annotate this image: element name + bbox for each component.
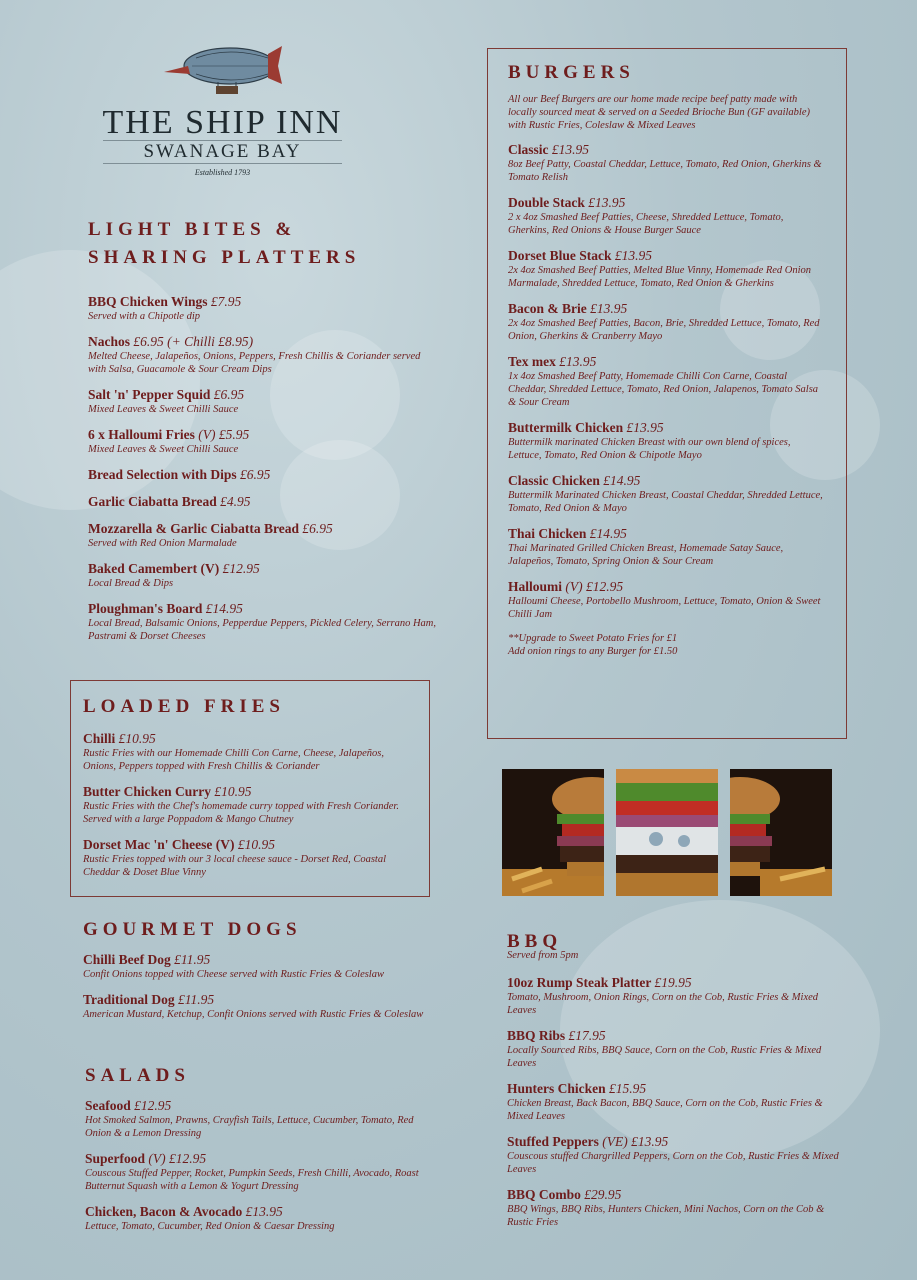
section-title: LOADED FRIES	[83, 696, 285, 717]
light-bites-section	[88, 216, 438, 654]
menu-item	[83, 837, 417, 879]
menu-item-name: Chilli	[83, 731, 116, 746]
menu-item-heading	[88, 427, 438, 443]
menu-item-name: Mozzarella & Garlic Ciabatta Bread	[88, 521, 299, 536]
menu-item-price: £13.95	[590, 301, 628, 316]
burger-photo	[502, 769, 604, 896]
menu-item-description: Halloumi Cheese, Portobello Mushroom, Lettuce, Tomato, Onion & Sweet Chilli Jam	[508, 596, 821, 620]
menu-item-price: £19.95	[654, 975, 692, 990]
menu-item-heading	[508, 526, 826, 542]
menu-item-name: Superfood	[85, 1151, 146, 1166]
menu-item-name: Nachos	[88, 334, 131, 349]
menu-item-heading	[88, 561, 438, 577]
menu-item-price: £14.95	[603, 473, 641, 488]
menu-item-description: Buttermilk marinated Chicken Breast with our own blend of spices, Lettuce, Tomato, Red Onion & Chipotle Mayo	[508, 437, 791, 461]
burger-photo	[616, 769, 718, 896]
menu-item-price: £15.95	[609, 1081, 647, 1096]
menu-item-heading	[508, 579, 826, 595]
menu-item	[507, 1134, 842, 1176]
logo-name: THE SHIP INN	[102, 104, 343, 141]
burgers-intro: All our Beef Burgers are our home made recipe beef patty made with locally sourced meat & served on a Seeded Brioche Bun (GF available) with Rustic Fries, Coleslaw & Mixed Leaves	[508, 94, 810, 131]
burger-photo	[730, 769, 832, 896]
gourmet-dogs-section	[83, 916, 428, 1032]
menu-item-list	[88, 294, 438, 643]
menu-item-name: Halloumi	[508, 579, 563, 594]
menu-item-name: Thai Chicken	[508, 526, 587, 541]
menu-item	[508, 579, 826, 621]
menu-item-list	[507, 975, 842, 1229]
loaded-fries-box	[70, 680, 430, 897]
menu-item-price: £13.95	[626, 420, 664, 435]
logo-location: SWANAGE BAY	[103, 140, 341, 164]
menu-item-price: £7.95	[210, 294, 242, 309]
menu-item-price: £13.95	[588, 195, 626, 210]
menu-item-heading	[83, 952, 428, 968]
menu-item-price: £12.95	[222, 561, 260, 576]
menu-item-name: Traditional Dog	[83, 992, 175, 1007]
menu-item-name: Ploughman's Board	[88, 601, 203, 616]
menu-item-description: 2x 4oz Smashed Beef Patties, Melted Blue Vinny, Homemade Red Onion Marmalade, Shredded Lettuce, Tomato, Red Onion & Gherkins	[508, 265, 812, 289]
menu-item	[507, 1187, 842, 1229]
section-title: GOURMET DOGS	[83, 919, 302, 940]
menu-item-list	[83, 731, 417, 879]
menu-item-description: Melted Cheese, Jalapeños, Onions, Peppers, Fresh Chillis & Coriander served with Salsa, Guacamole & Sour Cream Dips	[88, 351, 421, 375]
menu-item-description: Mixed Leaves & Sweet Chilli Sauce	[88, 404, 239, 415]
menu-item-heading	[85, 1098, 430, 1114]
menu-item-price: (V) £5.95	[198, 427, 250, 442]
menu-item-heading	[83, 784, 417, 800]
menu-item	[83, 992, 428, 1021]
menu-item-heading	[507, 975, 842, 991]
menu-item-name: Salt 'n' Pepper Squid	[88, 387, 211, 402]
menu-item-heading	[508, 301, 826, 317]
menu-item-price: (V) £12.95	[565, 579, 624, 594]
menu-item-price: £13.95	[614, 248, 652, 263]
menu-item-description: Local Bread & Dips	[88, 578, 174, 589]
menu-item-description: Thai Marinated Grilled Chicken Breast, Homemade Satay Sauce, Jalapeños, Tomato, Spring Onion & Sour Cream	[508, 543, 784, 567]
menu-item-heading	[88, 387, 438, 403]
menu-item	[88, 601, 438, 643]
menu-item-heading	[508, 142, 826, 158]
menu-item-description: Served with Red Onion Marmalade	[88, 538, 237, 549]
menu-item-description: Buttermilk Marinated Chicken Breast, Coastal Cheddar, Shredded Lettuce, Tomato, Red Onion & Mayo	[508, 490, 823, 514]
menu-item	[83, 731, 417, 773]
menu-item	[85, 1204, 430, 1233]
menu-item-name: Butter Chicken Curry	[83, 784, 211, 799]
section-title: SALADS	[85, 1065, 190, 1086]
menu-item-price: £13.95	[245, 1204, 283, 1219]
menu-item-description: 8oz Beef Patty, Coastal Cheddar, Lettuce, Tomato, Red Onion, Gherkins & Tomato Relish	[508, 159, 822, 183]
menu-item-name: BBQ Chicken Wings	[88, 294, 208, 309]
menu-item-description: Locally Sourced Ribs, BBQ Sauce, Corn on the Cob, Rustic Fries & Mixed Leaves	[507, 1045, 822, 1069]
menu-item-heading	[83, 837, 417, 853]
menu-item-name: BBQ Combo	[507, 1187, 581, 1202]
menu-item-name: Baked Camembert (V)	[88, 561, 220, 576]
menu-item-price: (V) £12.95	[148, 1151, 207, 1166]
menu-item-description: Served with a Chipotle dip	[88, 311, 200, 322]
menu-item-name: Dorset Mac 'n' Cheese (V)	[83, 837, 235, 852]
menu-item	[85, 1098, 430, 1140]
menu-item-heading	[85, 1151, 430, 1167]
menu-item-price: £6.95	[213, 387, 245, 402]
menu-item	[508, 473, 826, 515]
menu-item-description: Local Bread, Balsamic Onions, Pepperdue Peppers, Pickled Celery, Serrano Ham, Pastrami & Dorset Cheeses	[88, 618, 436, 642]
bbq-section	[507, 928, 842, 1240]
menu-item-description: Couscous Stuffed Pepper, Rocket, Pumpkin Seeds, Fresh Chilli, Avocado, Roast Butternut Squash with a Lemon & Yogurt Dressing	[85, 1168, 419, 1192]
menu-item-name: Classic Chicken	[508, 473, 600, 488]
menu-item-heading	[507, 1028, 842, 1044]
upgrade-note: **Upgrade to Sweet Potato Fries for £1	[508, 633, 678, 644]
menu-item-heading	[508, 420, 826, 436]
menu-item-description: Tomato, Mushroom, Onion Rings, Corn on the Cob, Rustic Fries & Mixed Leaves	[507, 992, 819, 1016]
airship-icon	[160, 40, 285, 104]
menu-item-description: Rustic Fries with our Homemade Chilli Con Carne, Cheese, Jalapeños, Onions, Peppers topped with Fresh Chillis & Coriander	[83, 748, 384, 772]
menu-item	[83, 952, 428, 981]
menu-item-description: 2x 4oz Smashed Beef Patties, Bacon, Brie, Shredded Lettuce, Tomato, Red Onion, Gherkins & Cranberry Mayo	[508, 318, 820, 342]
menu-item-price: £17.95	[568, 1028, 606, 1043]
menu-item-heading	[88, 494, 438, 510]
menu-item-name: Buttermilk Chicken	[508, 420, 624, 435]
menu-item-name: Seafood	[85, 1098, 131, 1113]
menu-item-name: Double Stack	[508, 195, 585, 210]
section-title: BURGERS	[508, 62, 635, 83]
menu-item	[88, 561, 438, 590]
menu-item-name: BBQ Ribs	[507, 1028, 566, 1043]
menu-item-name: Chilli Beef Dog	[83, 952, 171, 967]
menu-item-name: Garlic Ciabatta Bread	[88, 494, 217, 509]
menu-item-heading	[507, 1187, 842, 1203]
menu-item-description: 2 x 4oz Smashed Beef Patties, Cheese, Shredded Lettuce, Tomato, Gherkins, Red Onions & House Burger Sauce	[508, 212, 784, 236]
menu-item-description: 1x 4oz Smashed Beef Patty, Homemade Chilli Con Carne, Coastal Cheddar, Shredded Lettuce, Tomato, Red Onion, Jalapenos, Tomato Salsa & Sour Cream	[508, 371, 819, 408]
menu-item-name: Bread Selection with Dips	[88, 467, 237, 482]
menu-item-price: £4.95	[220, 494, 251, 509]
menu-item	[508, 301, 826, 343]
logo	[80, 40, 365, 177]
menu-item-price: £10.95	[237, 837, 275, 852]
menu-item	[508, 420, 826, 462]
menu-item-heading	[88, 294, 438, 310]
menu-item	[508, 354, 826, 409]
menu-item-name: Classic	[508, 142, 549, 157]
menu-item-description: Chicken Breast, Back Bacon, BBQ Sauce, Corn on the Cob, Rustic Fries & Mixed Leaves	[507, 1098, 823, 1122]
menu-item	[88, 294, 438, 323]
menu-item-price: (VE) £13.95	[602, 1134, 669, 1149]
menu-item	[508, 195, 826, 237]
menu-item	[88, 521, 438, 550]
menu-item-list	[83, 952, 428, 1021]
logo-established: Established 1793	[194, 168, 251, 177]
menu-item	[85, 1151, 430, 1193]
menu-item-heading	[85, 1204, 430, 1220]
menu-item	[88, 494, 438, 510]
menu-item-name: Chicken, Bacon & Avocado	[85, 1204, 243, 1219]
menu-item-name: Dorset Blue Stack	[508, 248, 612, 263]
menu-item-price: £13.95	[551, 142, 589, 157]
menu-item-name: Stuffed Peppers	[507, 1134, 599, 1149]
menu-item-name: 10oz Rump Steak Platter	[507, 975, 652, 990]
menu-item	[508, 142, 826, 184]
menu-item-heading	[508, 473, 826, 489]
menu-item-price: £10.95	[118, 731, 156, 746]
menu-item-heading	[88, 467, 438, 483]
menu-item-list	[508, 142, 826, 621]
menu-item	[507, 1081, 842, 1123]
menu-item-heading	[88, 334, 438, 350]
menu-item-price: £12.95	[134, 1098, 172, 1113]
menu-item-price: £6.95	[302, 521, 333, 536]
menu-item-name: 6 x Halloumi Fries	[88, 427, 195, 442]
menu-item-price: £14.95	[589, 526, 627, 541]
menu-item-description: Lettuce, Tomato, Cucumber, Red Onion & Caesar Dressing	[85, 1221, 335, 1232]
menu-item-name: Tex mex	[508, 354, 556, 369]
menu-item	[88, 387, 438, 416]
menu-item-price: £29.95	[584, 1187, 622, 1202]
menu-item-name: Bacon & Brie	[508, 301, 587, 316]
menu-item-price: £11.95	[174, 952, 211, 967]
menu-item	[507, 1028, 842, 1070]
menu-item-description: American Mustard, Ketchup, Confit Onions served with Rustic Fries & Coleslaw	[83, 1009, 424, 1020]
menu-item	[88, 427, 438, 456]
menu-item-name: Hunters Chicken	[507, 1081, 606, 1096]
menu-item-price: £13.95	[559, 354, 597, 369]
menu-item	[88, 467, 438, 483]
menu-item	[507, 975, 842, 1017]
menu-item-heading	[507, 1081, 842, 1097]
menu-item	[88, 334, 438, 376]
menu-item-price: £14.95	[205, 601, 243, 616]
menu-item-price: £11.95	[178, 992, 215, 1007]
menu-item-price: £6.95	[240, 467, 271, 482]
menu-item	[508, 248, 826, 290]
menu-item	[83, 784, 417, 826]
menu-item-heading	[508, 248, 826, 264]
menu-item-description: Hot Smoked Salmon, Prawns, Crayfish Tails, Lettuce, Cucumber, Tomato, Red Onion & a Lemon Dressing	[85, 1115, 414, 1139]
menu-item-heading	[508, 195, 826, 211]
section-title: BBQ	[507, 931, 563, 952]
menu-item-description: BBQ Wings, BBQ Ribs, Hunters Chicken, Mini Nachos, Corn on the Cob & Rustic Fries	[507, 1204, 825, 1228]
onion-rings-note: Add onion rings to any Burger for £1.50	[508, 646, 678, 657]
menu-item-heading	[88, 601, 438, 617]
menu-item-description: Couscous stuffed Chargrilled Peppers, Corn on the Cob, Rustic Fries & Mixed Leaves	[507, 1151, 839, 1175]
menu-item-description: Rustic Fries with the Chef's homemade curry topped with Fresh Coriander. Served with a large Poppadom & Mango Chutney	[83, 801, 399, 825]
menu-item-heading	[83, 992, 428, 1008]
menu-item-description: Rustic Fries topped with our 3 local cheese sauce - Dorset Red, Coastal Cheddar & Doset Blue Vinny	[83, 854, 386, 878]
menu-item-description: Mixed Leaves & Sweet Chilli Sauce	[88, 444, 239, 455]
menu-item	[508, 526, 826, 568]
menu-item-heading	[507, 1134, 842, 1150]
menu-item-price: £6.95 (+ Chilli £8.95)	[133, 334, 254, 349]
menu-item-description: Confit Onions topped with Cheese served with Rustic Fries & Coleslaw	[83, 969, 384, 980]
menu-item-heading	[88, 521, 438, 537]
burgers-box	[487, 48, 847, 739]
menu-item-list	[85, 1098, 430, 1233]
section-title: SHARING PLATTERS	[88, 247, 361, 268]
menu-item-heading	[508, 354, 826, 370]
salads-section	[85, 1062, 430, 1244]
bbq-subtitle: Served from 5pm	[507, 950, 579, 961]
menu-item-price: £10.95	[214, 784, 252, 799]
menu-item-heading	[83, 731, 417, 747]
section-title: LIGHT BITES &	[88, 219, 297, 240]
